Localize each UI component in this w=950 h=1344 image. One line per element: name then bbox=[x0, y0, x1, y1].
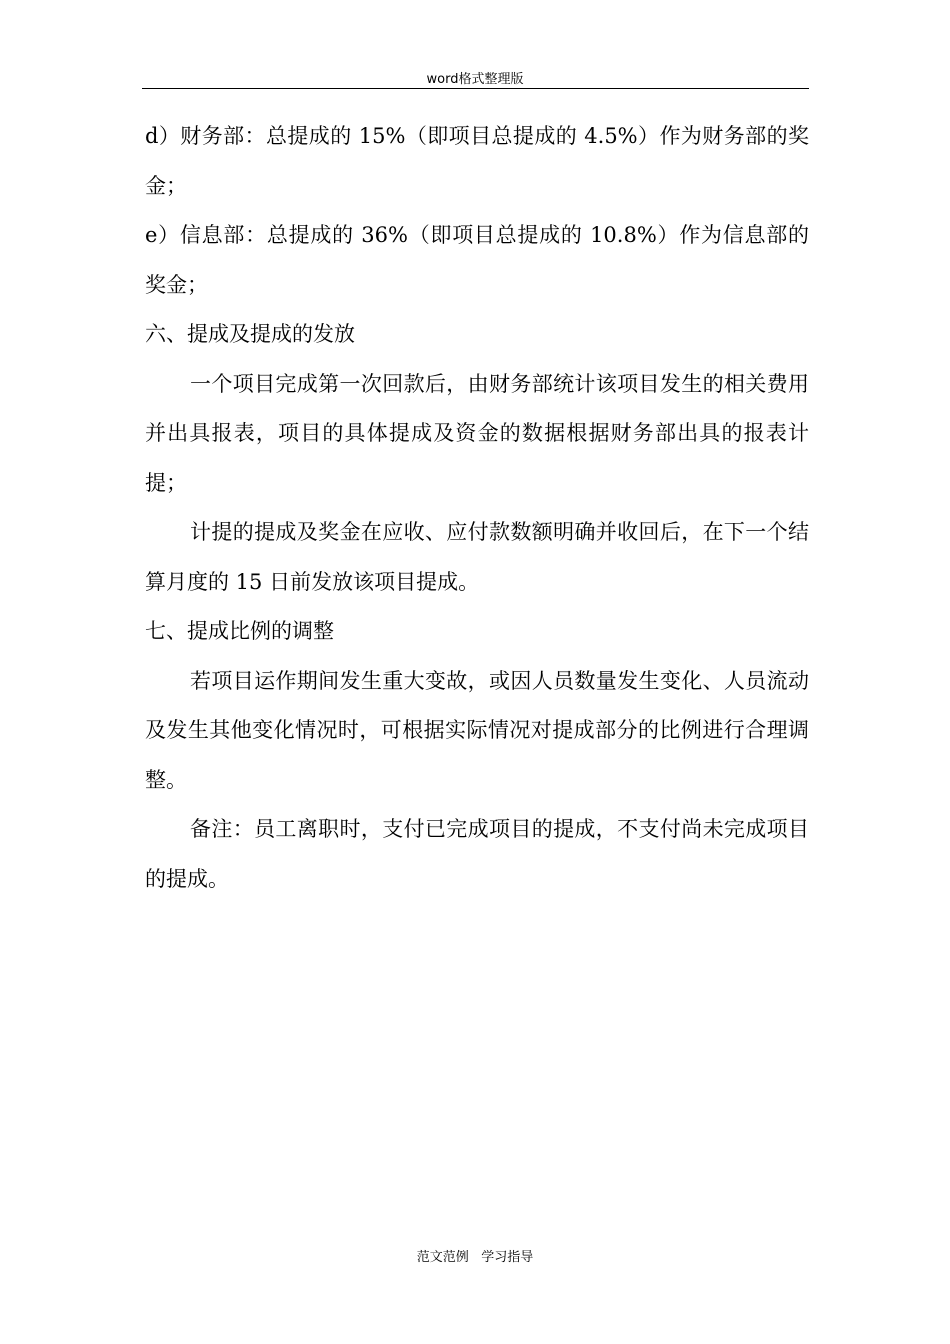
section-heading-7: 七、提成比例的调整 bbox=[145, 619, 334, 643]
paragraph-finance-bonus: d）财务部：总提成的 15%（即项目总提成的 4.5%）作为财务部的奖金； bbox=[145, 124, 809, 198]
paragraph-payment-calc: 一个项目完成第一次回款后，由财务部统计该项目发生的相关费用并出具报表，项目的具体提成及资金的数据根据财务部出具的报表计提； bbox=[145, 371, 809, 495]
page-footer: 范文范例 学习指导 bbox=[416, 1250, 534, 1265]
header-divider bbox=[142, 88, 809, 89]
paragraph-ratio-adjustment: 若项目运作期间发生重大变故，或因人员数量发生变化、人员流动及发生其他变化情况时，可根据实际情况对提成部分的比例进行合理调整。 bbox=[145, 668, 809, 792]
page-header: word格式整理版 bbox=[426, 72, 524, 87]
section-heading-6: 六、提成及提成的发放 bbox=[145, 322, 355, 346]
document-body bbox=[145, 112, 809, 904]
paragraph-payment-release: 计提的提成及奖金在应收、应付款数额明确并收回后，在下一个结算月度的 15 日前发放该项目提成。 bbox=[145, 520, 809, 594]
paragraph-note: 备注：员工离职时，支付已完成项目的提成，不支付尚未完成项目的提成。 bbox=[145, 817, 809, 891]
paragraph-info-bonus: e）信息部：总提成的 36%（即项目总提成的 10.8%）作为信息部的奖金； bbox=[145, 223, 809, 297]
